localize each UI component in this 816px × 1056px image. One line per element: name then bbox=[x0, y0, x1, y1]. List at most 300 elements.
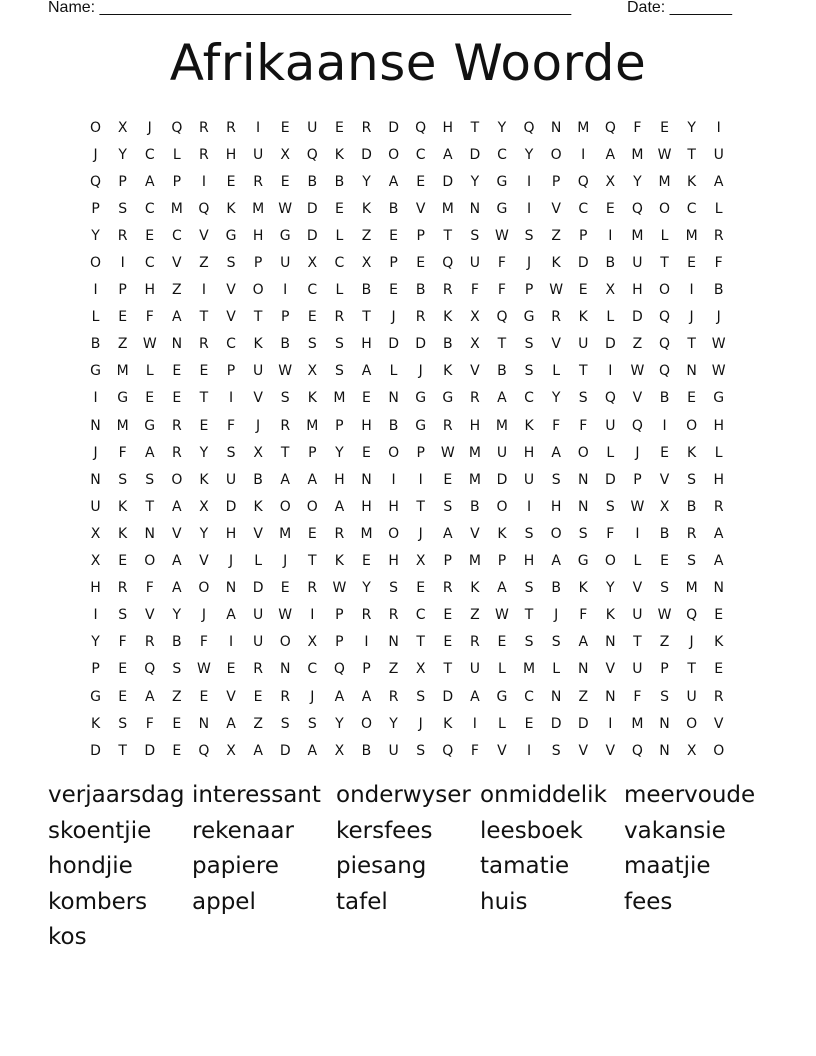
grid-letter: C bbox=[307, 661, 318, 678]
grid-letter: B bbox=[713, 282, 724, 299]
grid-letter: Q bbox=[306, 146, 318, 163]
grid-letter: A bbox=[226, 607, 236, 624]
grid-letter: O bbox=[659, 200, 671, 217]
grid-letter: I bbox=[256, 119, 261, 136]
grid-letter: O bbox=[306, 498, 318, 515]
grid-letter: A bbox=[578, 634, 589, 651]
word-bank-item: huis bbox=[480, 888, 528, 915]
grid-letter: T bbox=[145, 498, 155, 515]
grid-letter: E bbox=[687, 255, 697, 272]
word-bank-item: interessant bbox=[192, 782, 321, 808]
word-bank bbox=[48, 778, 768, 956]
grid-letter: N bbox=[713, 580, 724, 597]
grid-letter: N bbox=[90, 471, 101, 488]
grid-letter: O bbox=[550, 146, 562, 163]
grid-letter: D bbox=[496, 471, 508, 488]
grid-letter: Z bbox=[172, 282, 182, 299]
grid-letter: S bbox=[578, 525, 588, 542]
grid-letter: A bbox=[172, 309, 182, 326]
grid-letter: X bbox=[605, 282, 616, 299]
grid-letter: I bbox=[93, 282, 98, 299]
grid-letter: X bbox=[199, 498, 209, 515]
grid-letter: J bbox=[147, 119, 152, 136]
grid-letter: F bbox=[470, 282, 479, 299]
grid-letter: W bbox=[197, 661, 211, 678]
grid-letter: R bbox=[469, 390, 480, 407]
grid-letter: N bbox=[659, 715, 670, 732]
grid-letter: M bbox=[116, 363, 129, 380]
grid-letter: R bbox=[334, 309, 345, 326]
grid-letter: V bbox=[470, 363, 480, 380]
grid-letter: G bbox=[144, 417, 156, 434]
grid-letter: C bbox=[578, 200, 589, 217]
grid-letter: E bbox=[307, 525, 317, 542]
grid-letter: B bbox=[659, 525, 670, 542]
grid-letter: Z bbox=[388, 661, 399, 678]
grid-letter: I bbox=[526, 200, 532, 217]
grid-letter: R bbox=[253, 173, 263, 190]
grid-letter: N bbox=[90, 417, 101, 434]
grid-letter: S bbox=[307, 715, 317, 732]
grid-letter: H bbox=[225, 525, 237, 542]
grid-letter: X bbox=[470, 309, 480, 326]
grid-letter: G bbox=[415, 417, 427, 434]
grid-letter: A bbox=[361, 363, 372, 380]
grid-letter: K bbox=[687, 173, 697, 190]
grid-letter: C bbox=[524, 390, 534, 407]
grid-letter: N bbox=[144, 525, 155, 542]
grid-letter: D bbox=[144, 742, 156, 759]
grid-letter: X bbox=[415, 661, 426, 678]
grid-letter: M bbox=[685, 580, 698, 597]
grid-letter: K bbox=[714, 634, 724, 651]
grid-letter: U bbox=[605, 417, 616, 434]
grid-letter: B bbox=[659, 390, 670, 407]
grid-letter: S bbox=[280, 715, 290, 732]
grid-letter: X bbox=[253, 444, 263, 461]
grid-letter: O bbox=[279, 634, 291, 651]
word-bank-item: verjaarsdag bbox=[48, 782, 185, 808]
grid-letter: R bbox=[144, 634, 155, 651]
name-field-label: Name: _____________________________________________________ bbox=[48, 0, 572, 16]
grid-letter: B bbox=[470, 498, 480, 515]
grid-letter: P bbox=[335, 607, 344, 624]
grid-letter: I bbox=[93, 607, 98, 624]
grid-letter: T bbox=[118, 742, 127, 759]
grid-letter: Q bbox=[144, 661, 156, 678]
grid-letter: N bbox=[605, 634, 616, 651]
grid-letter: N bbox=[198, 715, 210, 732]
grid-letter: T bbox=[497, 336, 507, 353]
grid-letter: E bbox=[416, 173, 426, 190]
grid-letter: V bbox=[226, 309, 236, 326]
grid-letter: U bbox=[686, 688, 697, 705]
grid-letter: Z bbox=[253, 715, 263, 732]
grid-letter: R bbox=[686, 525, 697, 542]
grid-letter: D bbox=[550, 715, 562, 732]
grid-letter: V bbox=[713, 715, 724, 732]
grid-letter: V bbox=[199, 553, 209, 570]
grid-letter: H bbox=[713, 417, 724, 434]
grid-letter: A bbox=[144, 444, 155, 461]
grid-letter: S bbox=[687, 471, 697, 488]
grid-letter: A bbox=[605, 146, 616, 163]
grid-letter: M bbox=[306, 417, 319, 434]
grid-letter: L bbox=[389, 363, 398, 380]
grid-letter: R bbox=[226, 119, 236, 136]
grid-letter: G bbox=[117, 390, 129, 407]
grid-letter: E bbox=[416, 580, 426, 597]
grid-letter: K bbox=[524, 417, 534, 434]
grid-letter: N bbox=[550, 119, 562, 136]
grid-letter: S bbox=[524, 227, 534, 244]
grid-letter: K bbox=[551, 255, 561, 272]
grid-letter: F bbox=[497, 282, 506, 299]
grid-letter: Q bbox=[198, 200, 210, 217]
grid-letter: Q bbox=[631, 200, 643, 217]
grid-letter: J bbox=[689, 634, 694, 651]
grid-letter: T bbox=[253, 309, 263, 326]
grid-letter: S bbox=[416, 742, 426, 759]
grid-letter: U bbox=[90, 498, 101, 515]
grid-letter: U bbox=[578, 336, 589, 353]
grid-letter: R bbox=[713, 227, 724, 244]
grid-letter: A bbox=[551, 553, 561, 570]
grid-letter: Q bbox=[442, 255, 454, 272]
grid-letter: T bbox=[443, 227, 453, 244]
grid-letter: R bbox=[171, 417, 182, 434]
grid-letter: R bbox=[199, 119, 209, 136]
grid-letter: V bbox=[632, 580, 643, 597]
grid-letter: F bbox=[606, 525, 615, 542]
grid-letter: V bbox=[172, 525, 182, 542]
grid-letter: I bbox=[472, 715, 477, 732]
grid-letter: U bbox=[307, 119, 318, 136]
grid-letter: V bbox=[144, 607, 155, 624]
grid-letter: B bbox=[686, 498, 697, 515]
grid-letter: I bbox=[526, 173, 532, 190]
grid-letter: T bbox=[687, 336, 696, 353]
page-title: Afrikaanse Woorde bbox=[169, 34, 647, 92]
grid-letter: Z bbox=[578, 688, 589, 705]
grid-letter: E bbox=[118, 553, 128, 570]
grid-letter: V bbox=[470, 525, 480, 542]
grid-letter: I bbox=[228, 390, 234, 407]
grid-letter: X bbox=[90, 553, 101, 570]
grid-letter: I bbox=[581, 146, 586, 163]
grid-letter: D bbox=[604, 336, 616, 353]
grid-letter: N bbox=[659, 742, 670, 759]
grid-letter: M bbox=[495, 417, 508, 434]
grid-letter: T bbox=[524, 607, 534, 624]
grid-letter: M bbox=[658, 173, 671, 190]
grid-letter: O bbox=[388, 444, 400, 461]
grid-letter: L bbox=[552, 661, 561, 678]
grid-letter: X bbox=[605, 173, 616, 190]
grid-letter: S bbox=[416, 688, 426, 705]
grid-letter: R bbox=[280, 688, 291, 705]
grid-letter: V bbox=[172, 255, 182, 272]
grid-letter: D bbox=[577, 255, 589, 272]
grid-letter: T bbox=[660, 255, 669, 272]
grid-letter: S bbox=[524, 634, 534, 651]
grid-letter: M bbox=[360, 525, 373, 542]
grid-letter: C bbox=[524, 688, 534, 705]
word-bank-item: rekenaar bbox=[192, 817, 294, 844]
worksheet-header bbox=[48, 0, 748, 18]
grid-letter: X bbox=[226, 742, 236, 759]
grid-letter: L bbox=[552, 363, 561, 380]
grid-letter: P bbox=[91, 661, 100, 678]
grid-letter: U bbox=[252, 634, 264, 651]
grid-letter: M bbox=[116, 417, 129, 434]
grid-letter: M bbox=[523, 661, 536, 678]
grid-letter: O bbox=[604, 553, 616, 570]
grid-letter: K bbox=[90, 715, 101, 732]
grid-letter: S bbox=[660, 688, 669, 705]
grid-letter: E bbox=[226, 173, 236, 190]
grid-letter: Q bbox=[90, 173, 102, 190]
grid-letter: M bbox=[279, 525, 292, 542]
word-bank-item: tafel bbox=[336, 888, 388, 915]
grid-letter: X bbox=[659, 498, 670, 515]
grid-letter: E bbox=[280, 173, 290, 190]
grid-letter: A bbox=[442, 146, 453, 163]
grid-letter: B bbox=[361, 742, 372, 759]
grid-letter: H bbox=[442, 119, 454, 136]
grid-letter: N bbox=[279, 661, 291, 678]
grid-letter: D bbox=[442, 173, 454, 190]
grid-letter: S bbox=[551, 471, 561, 488]
grid-letter: B bbox=[415, 282, 426, 299]
grid-letter: T bbox=[280, 444, 290, 461]
grid-letter: E bbox=[605, 200, 615, 217]
grid-letter: O bbox=[550, 525, 562, 542]
grid-letter: J bbox=[93, 444, 98, 461]
grid-letter: T bbox=[470, 119, 480, 136]
grid-letter: R bbox=[388, 688, 399, 705]
grid-letter: G bbox=[225, 227, 237, 244]
grid-letter: T bbox=[416, 634, 425, 651]
grid-letter: S bbox=[687, 553, 697, 570]
grid-letter: Y bbox=[470, 173, 480, 190]
grid-letter: S bbox=[524, 363, 534, 380]
grid-letter: C bbox=[171, 227, 182, 244]
grid-letter: P bbox=[118, 173, 127, 190]
grid-letter: L bbox=[172, 146, 181, 163]
grid-letter: C bbox=[334, 255, 345, 272]
grid-letter: L bbox=[498, 715, 506, 732]
grid-letter: T bbox=[687, 146, 696, 163]
grid-letter: I bbox=[120, 255, 125, 272]
grid-letter: C bbox=[307, 282, 318, 299]
grid-letter: G bbox=[442, 390, 454, 407]
grid-letter: J bbox=[418, 363, 423, 380]
grid-letter: X bbox=[415, 553, 426, 570]
word-bank-item: papiere bbox=[192, 853, 279, 879]
grid-letter: A bbox=[497, 580, 507, 597]
grid-letter: S bbox=[172, 661, 182, 678]
grid-letter: Q bbox=[659, 309, 671, 326]
grid-letter: F bbox=[470, 742, 479, 759]
grid-letter: Q bbox=[604, 390, 616, 407]
grid-letter: Q bbox=[198, 742, 210, 759]
grid-letter: Y bbox=[606, 580, 615, 597]
grid-letter: L bbox=[335, 227, 344, 244]
grid-letter: E bbox=[172, 742, 182, 759]
grid-letter: T bbox=[308, 553, 317, 570]
grid-letter: Y bbox=[362, 580, 371, 597]
grid-letter: A bbox=[172, 553, 182, 570]
grid-letter: K bbox=[307, 390, 317, 407]
grid-letter: C bbox=[144, 255, 155, 272]
grid-letter: L bbox=[335, 282, 344, 299]
grid-letter: N bbox=[550, 688, 562, 705]
grid-letter: K bbox=[443, 715, 453, 732]
grid-letter: P bbox=[91, 200, 100, 217]
grid-letter: Z bbox=[172, 688, 182, 705]
grid-letter: O bbox=[198, 580, 210, 597]
grid-letter: Q bbox=[659, 336, 671, 353]
grid-letter: P bbox=[172, 173, 182, 190]
grid-letter: V bbox=[578, 742, 589, 759]
grid-letter: L bbox=[606, 444, 615, 461]
grid-letter: R bbox=[551, 309, 561, 326]
grid-letter: O bbox=[90, 255, 102, 272]
grid-letter: R bbox=[388, 607, 399, 624]
grid-letter: U bbox=[632, 607, 643, 624]
grid-letter: C bbox=[415, 607, 426, 624]
grid-letter: A bbox=[226, 715, 236, 732]
grid-letter: X bbox=[307, 255, 318, 272]
grid-letter: F bbox=[118, 444, 127, 461]
grid-letter: A bbox=[144, 173, 155, 190]
grid-letter: A bbox=[442, 525, 453, 542]
grid-letter: E bbox=[389, 227, 398, 244]
grid-letter: J bbox=[283, 553, 288, 570]
grid-letter: P bbox=[579, 227, 588, 244]
grid-letter: Q bbox=[631, 742, 643, 759]
grid-letter: O bbox=[686, 417, 698, 434]
grid-letter: E bbox=[443, 607, 453, 624]
grid-letter: N bbox=[577, 471, 589, 488]
grid-letter: I bbox=[662, 417, 667, 434]
grid-letter: O bbox=[388, 525, 400, 542]
grid-letter: O bbox=[144, 553, 156, 570]
grid-letter: V bbox=[551, 336, 561, 353]
grid-letter: P bbox=[443, 553, 452, 570]
grid-letter: M bbox=[577, 119, 590, 136]
grid-letter: K bbox=[443, 363, 453, 380]
grid-letter: U bbox=[469, 661, 480, 678]
grid-letter: Z bbox=[361, 227, 372, 244]
grid-letter: J bbox=[228, 553, 234, 570]
grid-letter: F bbox=[226, 417, 236, 434]
grid-letter: U bbox=[252, 146, 264, 163]
grid-letter: K bbox=[226, 200, 236, 217]
grid-letter: B bbox=[388, 200, 399, 217]
grid-letter: W bbox=[630, 498, 645, 515]
grid-letter: X bbox=[361, 255, 372, 272]
grid-letter: B bbox=[361, 282, 372, 299]
grid-letter: P bbox=[335, 417, 344, 434]
grid-letter: T bbox=[199, 309, 209, 326]
grid-letter: P bbox=[335, 634, 344, 651]
grid-letter: G bbox=[90, 688, 101, 705]
grid-letter: T bbox=[578, 363, 588, 380]
grid-letter: G bbox=[415, 390, 427, 407]
grid-letter: P bbox=[253, 255, 263, 272]
grid-letter: E bbox=[389, 282, 398, 299]
grid-letter: E bbox=[280, 580, 290, 597]
grid-letter: B bbox=[307, 173, 318, 190]
grid-letter: V bbox=[659, 471, 670, 488]
grid-letter: D bbox=[632, 309, 643, 326]
grid-letter: R bbox=[117, 227, 128, 244]
grid-letter: U bbox=[388, 742, 399, 759]
grid-letter: G bbox=[577, 553, 589, 570]
grid-letter: E bbox=[226, 661, 236, 678]
grid-letter: S bbox=[226, 255, 236, 272]
grid-letter: Q bbox=[577, 173, 589, 190]
grid-letter: T bbox=[687, 661, 696, 678]
grid-letter: T bbox=[416, 498, 425, 515]
grid-letter: F bbox=[579, 417, 588, 434]
grid-letter: I bbox=[201, 173, 206, 190]
grid-letter: K bbox=[605, 607, 615, 624]
grid-letter: Y bbox=[551, 390, 561, 407]
grid-letter: A bbox=[713, 525, 724, 542]
grid-letter: X bbox=[307, 634, 318, 651]
grid-letter: S bbox=[605, 498, 615, 515]
grid-letter: W bbox=[495, 607, 509, 624]
grid-letter: J bbox=[526, 255, 532, 272]
grid-letter: E bbox=[687, 390, 697, 407]
grid-letter: Y bbox=[633, 173, 642, 190]
grid-letter: A bbox=[334, 498, 345, 515]
grid-letter: H bbox=[550, 498, 562, 515]
grid-letter: G bbox=[523, 309, 535, 326]
grid-letter: O bbox=[686, 715, 698, 732]
grid-letter: Y bbox=[335, 715, 344, 732]
grid-letter: I bbox=[228, 634, 234, 651]
grid-letter: K bbox=[361, 200, 372, 217]
grid-letter: I bbox=[526, 742, 532, 759]
grid-letter: J bbox=[201, 607, 206, 624]
grid-letter: Q bbox=[171, 119, 183, 136]
grid-letter: S bbox=[660, 580, 669, 597]
grid-letter: I bbox=[608, 363, 613, 380]
grid-letter: Y bbox=[199, 525, 209, 542]
grid-letter: H bbox=[388, 498, 399, 515]
grid-letter: M bbox=[631, 715, 644, 732]
grid-letter: Z bbox=[199, 255, 209, 272]
grid-letter: E bbox=[714, 607, 724, 624]
grid-letter: B bbox=[280, 336, 290, 353]
word-bank-item: meervoude bbox=[624, 782, 756, 808]
grid-letter: X bbox=[470, 336, 480, 353]
grid-letter: K bbox=[334, 146, 344, 163]
grid-letter: N bbox=[225, 580, 237, 597]
word-bank-item: onderwyser bbox=[336, 782, 471, 808]
grid-letter: W bbox=[711, 363, 726, 380]
grid-letter: L bbox=[660, 227, 669, 244]
grid-letter: U bbox=[252, 607, 264, 624]
grid-letter: Q bbox=[442, 742, 454, 759]
word-search-grid bbox=[82, 114, 732, 764]
grid-letter: B bbox=[334, 173, 345, 190]
grid-letter: U bbox=[632, 255, 643, 272]
